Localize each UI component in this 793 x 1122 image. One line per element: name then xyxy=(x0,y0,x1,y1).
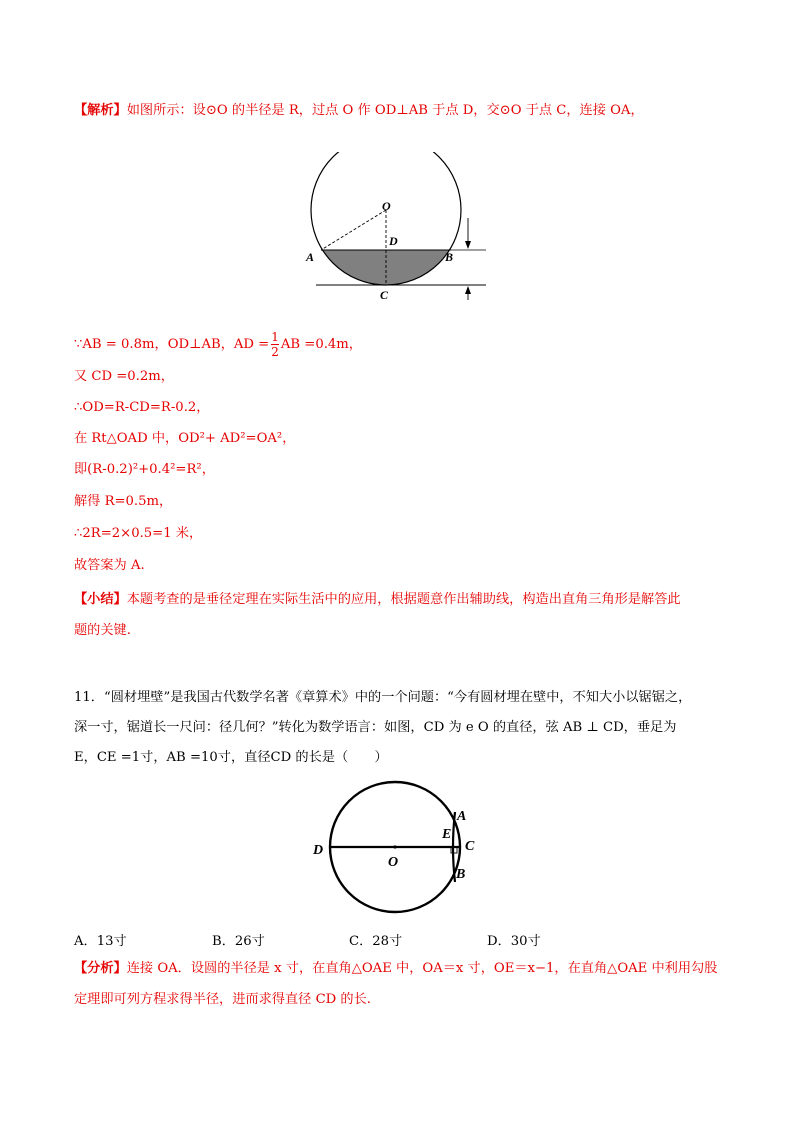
jiexi-tag: 【解析】 xyxy=(74,103,127,118)
jiexi-line1-a: ∵AB = 0.8m，OD⊥AB，AD = xyxy=(74,337,270,352)
option-c: C．28寸 xyxy=(349,934,403,949)
jiexi-line7: ∴2R=2×0.5=1 米， xyxy=(74,526,203,541)
jiexi-line2: 又 CD =0.2m， xyxy=(74,369,174,384)
figure-circle-segment xyxy=(300,152,500,302)
fenxi-line1 xyxy=(74,960,717,978)
label-b: B xyxy=(445,250,454,264)
jiexi-intro: 如图所示：设⊙O 的半径是 R，过点 O 作 OD⊥AB 于点 D，交⊙O 于点 C，连接 OA， xyxy=(126,103,644,118)
xiaojie-tag: 【小结】 xyxy=(74,592,127,607)
fenxi-line2: 定理即可列方程求得半径，进而求得直径 CD 的长. xyxy=(74,992,371,1007)
fraction-one-half xyxy=(271,330,279,359)
option-b: B．26寸 xyxy=(212,934,265,949)
label2-a: A xyxy=(457,809,467,824)
question-line1: 11．“圆材埋壁”是我国古代数学名著《章算术》中的一个问题：“今有圆材埋在壁中，不知大小以锯锯之， xyxy=(74,690,692,705)
fraction-numerator: 1 xyxy=(271,330,279,344)
arrow-bottom-head xyxy=(465,286,471,294)
jiexi-line1-b: AB =0.4m， xyxy=(280,337,362,352)
label2-b: B xyxy=(456,867,466,882)
label-c: C xyxy=(380,288,389,302)
arrow-top-head xyxy=(465,241,471,249)
label-o: O xyxy=(382,199,391,213)
xiaojie-line2: 题的关键. xyxy=(74,623,131,638)
jiexi-line6: 解得 R=0.5m， xyxy=(74,494,173,509)
label-a: A xyxy=(306,250,315,264)
center-point xyxy=(393,845,396,848)
option-a: A．13寸 xyxy=(74,934,127,949)
option-d: D．30寸 xyxy=(487,934,541,949)
jiexi-line8: 故答案为 A. xyxy=(74,558,145,573)
fenxi-tag: 【分析】 xyxy=(74,961,127,976)
label2-d: D xyxy=(313,843,324,858)
jiexi-line1 xyxy=(74,330,362,359)
fraction-denominator: 2 xyxy=(271,345,279,359)
question-line3: E，CE =1寸，AB =10寸，直径CD 的长是（ ） xyxy=(74,750,388,765)
jiexi-line3: ∴OD=R-CD=R-0.2， xyxy=(74,400,210,415)
jiexi-line5: 即(R-0.2)²+0.4²=R²， xyxy=(74,462,215,477)
figure-circle-chord xyxy=(305,778,495,918)
xiaojie-text1: 本题考查的是垂径定理在实际生活中的应用，根据题意作出辅助线，构造出直角三角形是解答此 xyxy=(126,592,681,607)
question-line2: 深一寸，锯道长一尺问：径几何？”转化为数学语言：如图，CD 为 e O 的直径，弦 AB ⊥ CD，垂足为 xyxy=(74,720,677,735)
jiexi-intro-line xyxy=(74,102,644,120)
xiaojie-line1 xyxy=(74,591,681,609)
label2-o: O xyxy=(388,855,399,870)
fenxi-text1: 连接 OA．设圆的半径是 x 寸，在直角△OAE 中，OA＝x 寸，OE＝x−1，在直角△OAE 中利用勾股 xyxy=(126,961,718,976)
jiexi-line4: 在 Rt△OAD 中，OD²+ AD²=OA²， xyxy=(74,431,296,446)
label2-e: E xyxy=(442,827,452,842)
label-d: D xyxy=(389,234,398,248)
label2-c: C xyxy=(465,839,475,854)
segment-oa xyxy=(321,210,386,250)
